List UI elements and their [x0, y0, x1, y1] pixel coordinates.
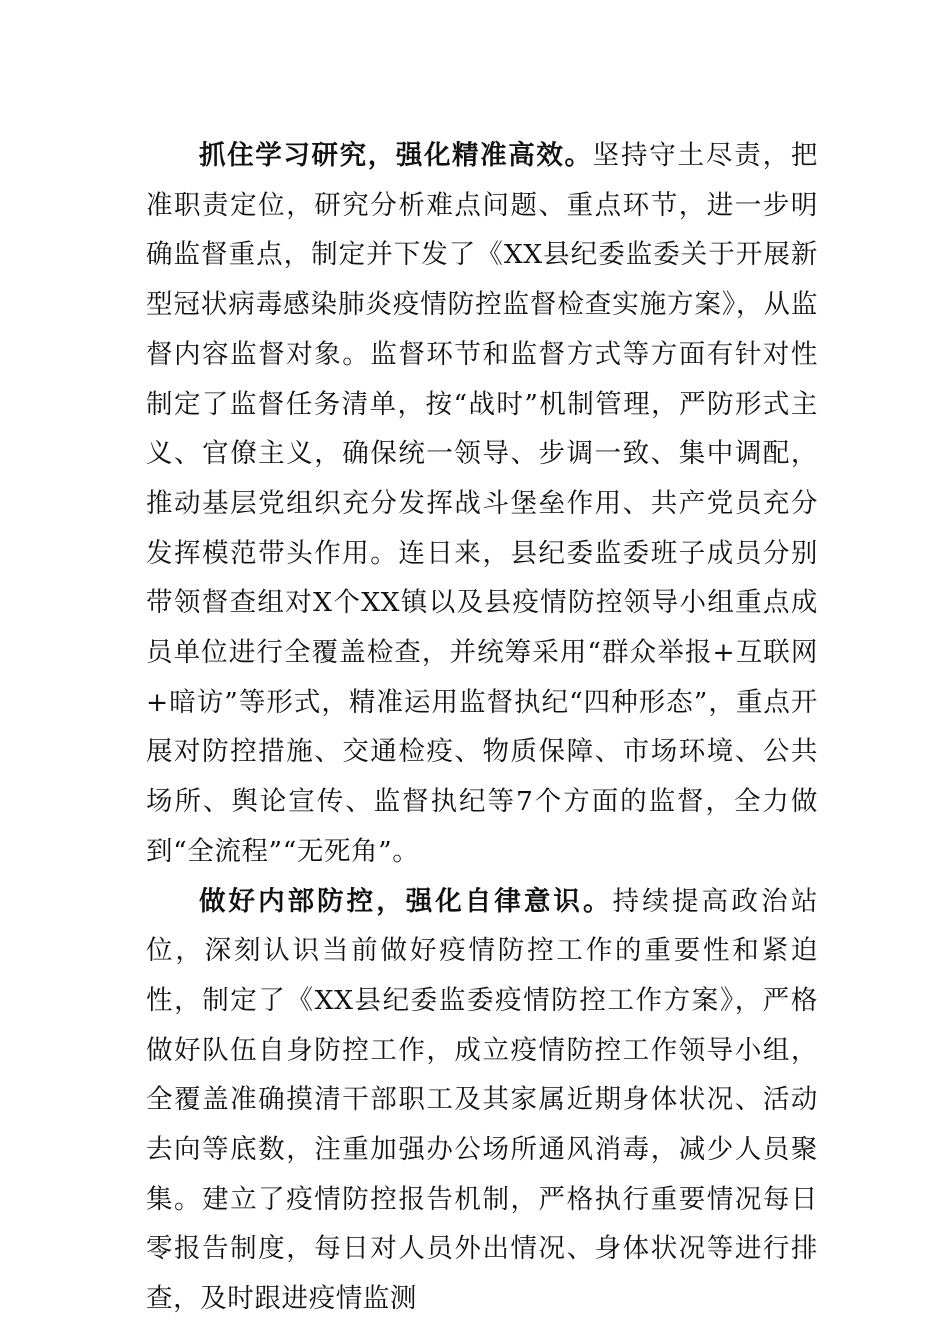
- paragraph-study-research: [146, 131, 818, 877]
- paragraph-internal-prevention: [146, 877, 818, 1324]
- paragraph-text: 持续提高政治站位，深刻认识当前做好疫情防控工作的重要性和紧迫性，制定了《XX县纪委监委疫情防控工作方案》，严格做好队伍自身防控工作，成立疫情防控工作领导小组，全覆盖准确摸清干部职工及其家属近期身体状况、活动去向等底数，注重加强办公场所通风消毒，减少人员聚集。建立了疫情防控报告机制，严格执行重要情况每日零报告制度，每日对人员外出情况、身体状况等进行排查，及时跟进疫情监测: [146, 885, 818, 1315]
- paragraph-text: 坚持守土尽责，把准职责定位，研究分析难点问题、重点环节，进一步明确监督重点，制定并下发了《XX县纪委监委关于开展新型冠状病毒感染肺炎疫情防控监督检查实施方案》，从监督内容监督对象。监督环节和监督方式等方面有针对性制定了监督任务清单，按“战时”机制管理，严防形式主义、官僚主义，确保统一领导、步调一致、集中调配，推动基层党组织充分发挥战斗堡垒作用、共产党员充分发挥模范带头作用。连日来，县纪委监委班子成员分别带领督查组对X个XX镇以及县疫情防控领导小组重点成员单位进行全覆盖检查，并统筹采用“群众举报+互联网+暗访”等形式，精准运用监督执纪“四种形态”，重点开展对防控措施、交通检疫、物质保障、市场环境、公共场所、舆论宣传、监督执纪等7个方面的监督，全力做到“全流程”“无死角”。: [146, 140, 818, 867]
- paragraph-heading: 抓住学习研究，强化精准高效。: [199, 140, 593, 171]
- paragraph-heading: 做好内部防控，强化自律意识。: [199, 885, 613, 917]
- document-body: [146, 131, 818, 1324]
